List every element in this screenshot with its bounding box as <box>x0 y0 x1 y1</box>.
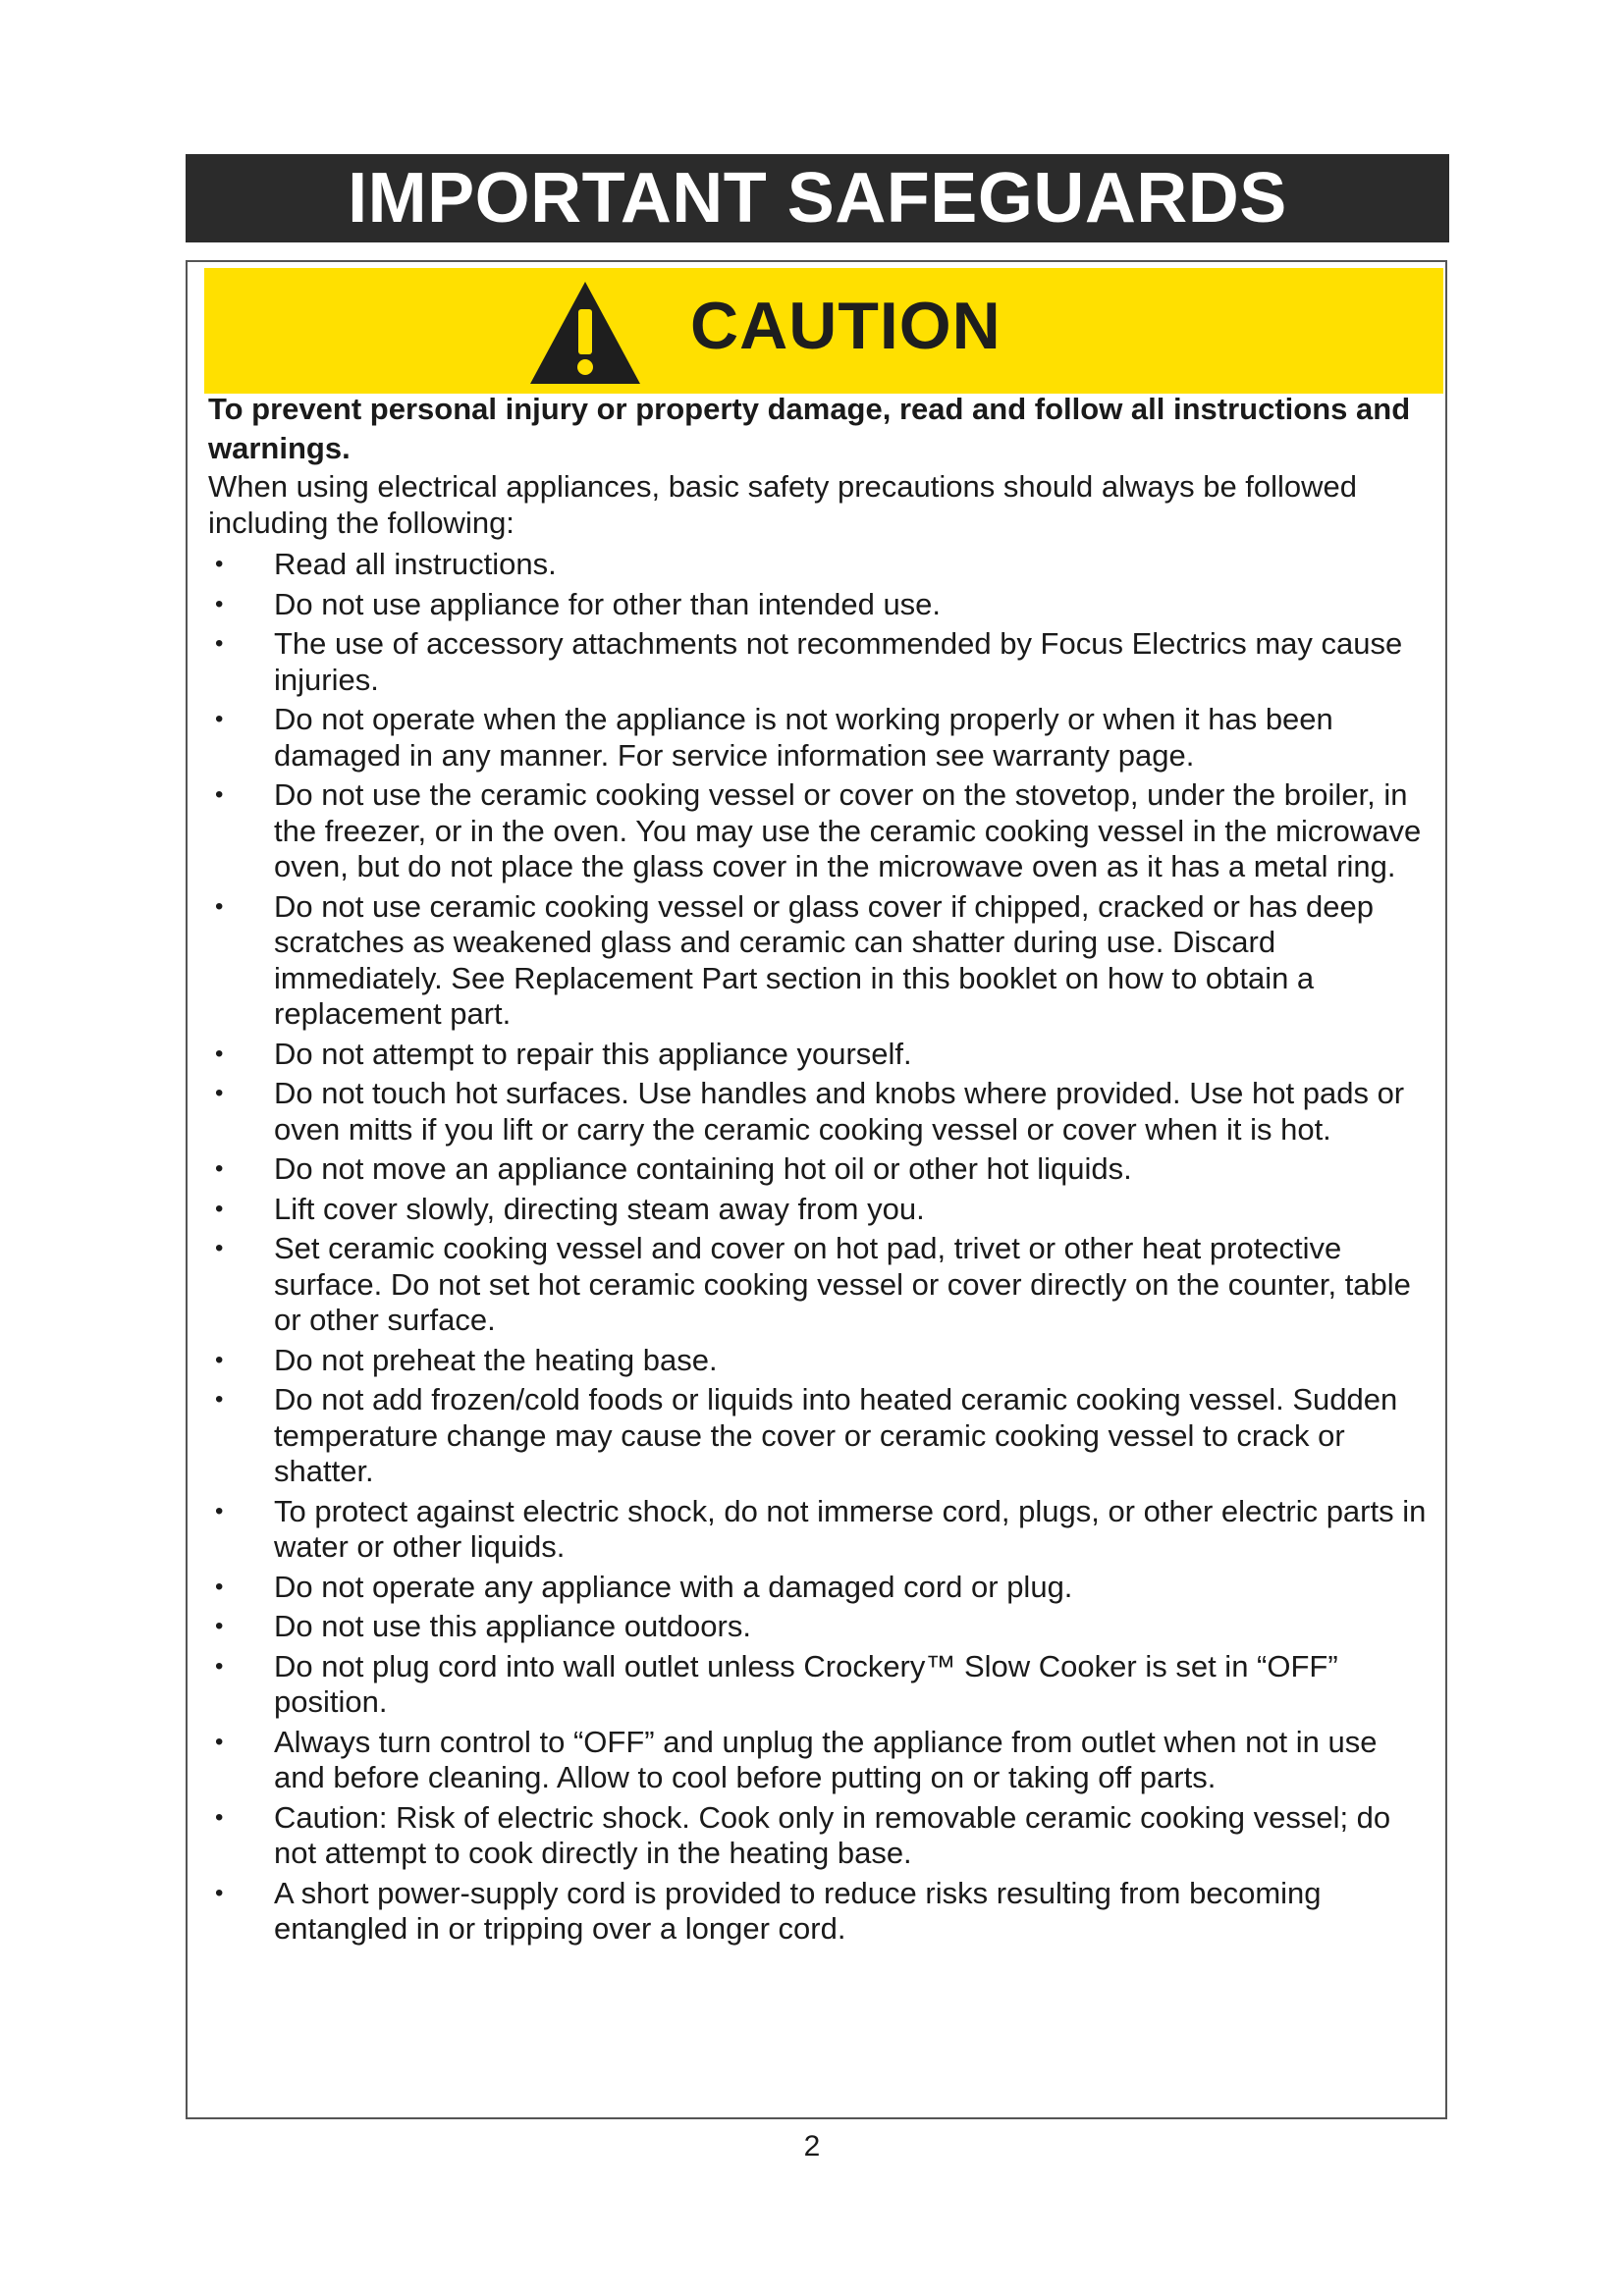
header-bar <box>186 154 1449 242</box>
list-item <box>208 626 1431 698</box>
list-item-text: Do not use the ceramic cooking vessel or cover on the stovetop, under the broiler, in the freezer, or in the oven. You may use the ceramic cooking vessel in the microwave oven, but do not place the glass cover in the microwave oven as it has a metal ring. <box>274 777 1422 883</box>
list-item <box>208 1876 1431 1948</box>
list-item-text: Set ceramic cooking vessel and cover on hot pad, trivet or other heat protective surface. Do not set hot ceramic cooking vessel or cover directly on the counter, table or other surface. <box>274 1231 1411 1337</box>
bullet-icon: • <box>215 551 224 577</box>
warning-triangle-icon <box>528 280 642 386</box>
list-item-text: Lift cover slowly, directing steam away from you. <box>274 1191 925 1226</box>
list-item <box>208 1343 1431 1379</box>
bullet-icon: • <box>215 1728 224 1755</box>
list-item-text: The use of accessory attachments not recommended by Focus Electrics may cause injuries. <box>274 626 1403 697</box>
bullet-icon: • <box>215 1573 224 1600</box>
bullet-icon: • <box>215 1080 224 1106</box>
list-item-text: Do not use ceramic cooking vessel or glass cover if chipped, cracked or has deep scratches as weakened glass and ceramic can shatter during use. Discard immediately. See Replacement Part section in this booklet on how to obtain a replacement part. <box>274 888 1375 1031</box>
page-title: IMPORTANT SAFEGUARDS <box>348 159 1287 238</box>
list-item <box>208 1151 1431 1188</box>
list-item-text: Do not operate when the appliance is not working properly or when it has been damaged in any manner. For service information see warranty page. <box>274 702 1333 773</box>
list-item <box>208 702 1431 774</box>
list-item-text: Do not use appliance for other than intended use. <box>274 586 942 621</box>
list-item <box>208 889 1431 1033</box>
list-item <box>208 1192 1431 1228</box>
list-item <box>208 1076 1431 1148</box>
list-item <box>208 1649 1431 1721</box>
list-item <box>208 1570 1431 1606</box>
list-item-text: Do not move an appliance containing hot oil or other hot liquids. <box>274 1151 1132 1186</box>
list-item-text: To protect against electric shock, do not immerse cord, plugs, or other electric parts in water or other liquids. <box>274 1493 1427 1564</box>
page-number: 2 <box>803 2130 821 2163</box>
bullet-icon: • <box>215 1155 224 1182</box>
bullet-icon: • <box>215 1613 224 1639</box>
list-item <box>208 1494 1431 1566</box>
bullet-icon: • <box>215 1195 224 1222</box>
list-item <box>208 547 1431 583</box>
intro-warning: To prevent personal injury or property damage, read and follow all instructions and warnings. <box>208 392 1411 465</box>
bullet-icon: • <box>215 1235 224 1261</box>
list-item-text: Do not attempt to repair this appliance yourself. <box>274 1036 912 1071</box>
list-item-text: Do not preheat the heating base. <box>274 1342 718 1377</box>
list-item <box>208 587 1431 623</box>
caution-label: CAUTION <box>690 289 1001 363</box>
bullet-icon: • <box>215 781 224 808</box>
caution-banner <box>204 268 1443 394</box>
list-item <box>208 1231 1431 1339</box>
list-item-text: Always turn control to “OFF” and unplug the appliance from outlet when not in use and before cleaning. Allow to cool before putting on or taking off parts. <box>274 1724 1378 1794</box>
bullet-icon: • <box>215 590 224 617</box>
bullet-icon: • <box>215 1040 224 1067</box>
list-item <box>208 1382 1431 1490</box>
bullet-icon: • <box>215 1497 224 1524</box>
list-item <box>208 1609 1431 1645</box>
bullet-icon: • <box>215 1652 224 1680</box>
bullet-icon: • <box>215 706 224 732</box>
bullet-icon: • <box>215 1386 224 1413</box>
bullet-icon: • <box>215 1346 224 1373</box>
list-item-text: Do not operate any appliance with a damaged cord or plug. <box>274 1569 1073 1604</box>
list-item-text: Do not add frozen/cold foods or liquids into heated ceramic cooking vessel. Sudden temperature change may cause the cover or ceramic cooking vessel to crack or shatter. <box>274 1382 1398 1488</box>
list-item <box>208 777 1431 885</box>
bullet-icon: • <box>215 630 224 657</box>
list-item-text: Do not use this appliance outdoors. <box>274 1609 751 1643</box>
bullet-icon: • <box>215 1879 224 1906</box>
intro-text: When using electrical appliances, basic safety precautions should always be followed including the following: <box>208 469 1358 540</box>
list-item-text: A short power-supply cord is provided to reduce risks resulting from becoming entangled in or tripping over a longer cord. <box>274 1875 1322 1946</box>
list-item <box>208 1037 1431 1073</box>
list-item-text: Read all instructions. <box>274 547 557 581</box>
list-item <box>208 1800 1431 1872</box>
bullet-icon: • <box>215 892 224 920</box>
list-item-text: Do not touch hot surfaces. Use handles and knobs where provided. Use hot pads or oven mitts if you lift or carry the ceramic cooking vessel or cover when it is hot. <box>274 1076 1405 1147</box>
safeguard-list <box>208 547 1431 1951</box>
list-item <box>208 1725 1431 1796</box>
bullet-icon: • <box>215 1803 224 1831</box>
list-item-text: Caution: Risk of electric shock. Cook only in removable ceramic cooking vessel; do not attempt to cook directly in the heating base. <box>274 1799 1391 1870</box>
list-item-text: Do not plug cord into wall outlet unless Crockery™ Slow Cooker is set in “OFF” position. <box>274 1648 1338 1719</box>
safeguards-box <box>186 260 1447 2119</box>
